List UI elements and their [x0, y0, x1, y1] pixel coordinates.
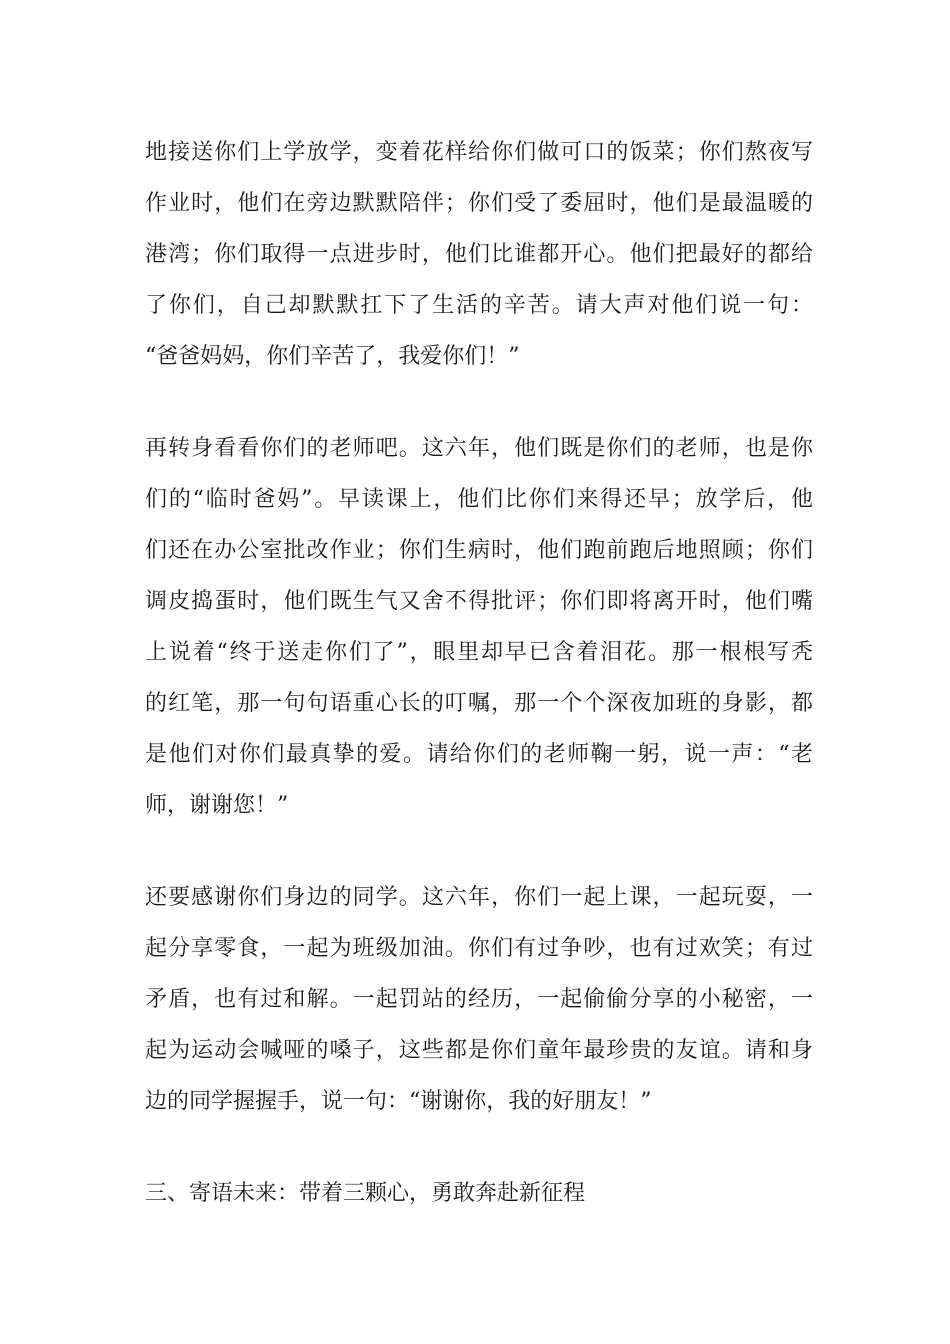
- text-line: 起分享零食，一起为班级加油。你们有过争吵，也有过欢笑；有过: [145, 936, 813, 961]
- text-line: 地接送你们上学放学，变着花样给你们做可口的饭菜；你们熬夜写: [145, 140, 813, 165]
- text-line: 港湾；你们取得一点进步时，他们比谁都开心。他们把最好的都给: [145, 242, 813, 267]
- paragraph-teachers: [145, 423, 813, 831]
- text-line: 还要感谢你们身边的同学。这六年，你们一起上课，一起玩耍，一: [145, 885, 813, 910]
- section-heading: [145, 1168, 813, 1219]
- text-line: 了你们，自己却默默扛下了生活的辛苦。请大声对他们说一句：: [145, 293, 813, 318]
- text-line: 矛盾，也有过和解。一起罚站的经历，一起偷偷分享的小秘密，一: [145, 987, 813, 1012]
- text-line: 上说着“终于送走你们了”，眼里却早已含着泪花。那一根根写秃: [145, 640, 813, 665]
- text-line: 边的同学握握手，说一句：“谢谢你，我的好朋友！”: [145, 1089, 652, 1114]
- paragraph-parents: [145, 127, 813, 382]
- text-line: 调皮捣蛋时，他们既生气又舍不得批评；你们即将离开时，他们嘴: [145, 589, 813, 614]
- text-line: 们还在办公室批改作业；你们生病时，他们跑前跑后地照顾；你们: [145, 538, 813, 563]
- text-line: 的红笔，那一句句语重心长的叮嘱，那一个个深夜加班的身影，都: [145, 691, 813, 716]
- heading-line: 三、寄语未来：带着三颗心，勇敢奔赴新征程: [145, 1181, 586, 1206]
- text-line: 们的“临时爸妈”。早读课上，他们比你们来得还早；放学后，他: [145, 487, 813, 512]
- text-line: 是他们对你们最真挚的爱。请给你们的老师鞠一躬，说一声：“老: [145, 742, 813, 767]
- paragraph-classmates: [145, 872, 813, 1127]
- text-line: 再转身看看你们的老师吧。这六年，他们既是你们的老师，也是你: [145, 436, 813, 461]
- text-line: 作业时，他们在旁边默默陪伴；你们受了委屈时，他们是最温暖的: [145, 191, 813, 216]
- text-line: 师，谢谢您！”: [145, 793, 289, 818]
- text-line: “爸爸妈妈，你们辛苦了，我爱你们！”: [145, 344, 520, 369]
- text-line: 起为运动会喊哑的嗓子，这些都是你们童年最珍贵的友谊。请和身: [145, 1038, 813, 1063]
